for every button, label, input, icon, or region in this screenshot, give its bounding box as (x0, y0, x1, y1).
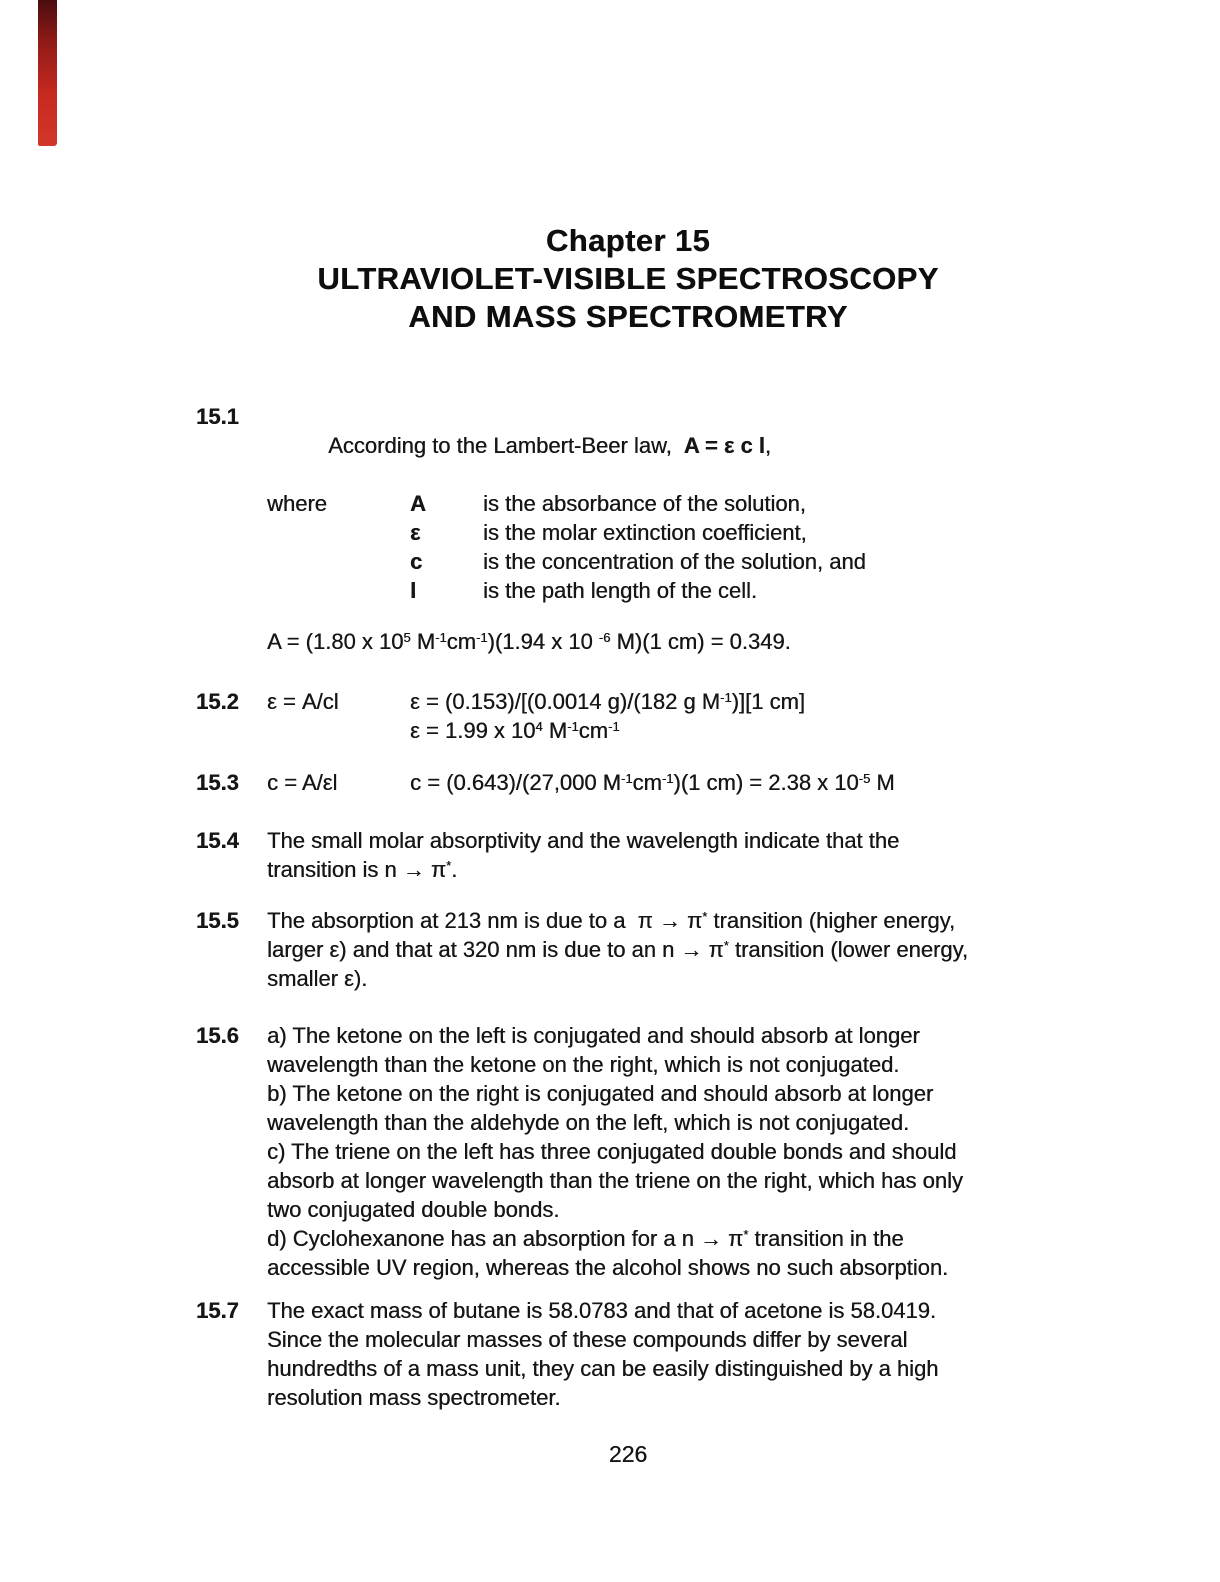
formula: ε = A/cl (267, 689, 339, 714)
problem-body (267, 687, 1060, 745)
problem-15-1 (196, 402, 1060, 656)
problem-body (267, 826, 1060, 884)
problem-number: 15.4 (196, 828, 239, 853)
solution-line: wavelength than the ketone on the right, which is not conjugated. (267, 1052, 900, 1077)
intro-text: According to the Lambert-Beer law, (328, 433, 672, 458)
symbol: l (410, 578, 417, 603)
solution-line: The exact mass of butane is 58.0783 and that of acetone is 58.0419. (267, 1298, 937, 1323)
chapter-title-line-2: AND MASS SPECTROMETRY (408, 299, 848, 334)
solution-line: a) The ketone on the left is conjugated and should absorb at longer (267, 1023, 920, 1048)
solution-line: The absorption at 213 nm is due to a π → π* transition (higher energy, (267, 908, 956, 933)
solution-line: wavelength than the aldehyde on the left, which is not conjugated. (267, 1110, 910, 1135)
problem-15-7 (196, 1296, 1060, 1412)
symbol: c (410, 549, 423, 574)
problem-number: 15.6 (196, 1023, 239, 1048)
symbol: ε (410, 520, 421, 545)
symbol-definitions (267, 489, 1060, 605)
absorbance-equation: A = (1.80 x $10^5$ $M^{-1}cm^{-1})(1.94$ x 10 $^{-6}$ M)(1 cm) = 0.349. (267, 629, 791, 654)
problem-number: 15.3 (196, 770, 239, 795)
concentration-equation: c = (0.643)/(27,000 $M^{-1}cm^{-1})(1$ cm) = 2.38 x $10^{-5}$ M (410, 770, 895, 795)
intro-suffix: , (764, 433, 772, 458)
symbol-definition: is the concentration of the solution, and (483, 549, 866, 574)
problem-number: 15.5 (196, 908, 239, 933)
chapter-title-line-1: ULTRAVIOLET-VISIBLE SPECTROSCOPY (317, 261, 939, 296)
solution-line: d) Cyclohexanone has an absorption for a n → π* transition in the (267, 1226, 904, 1251)
problem-15-4 (196, 826, 1060, 884)
solution-line: Since the molecular masses of these compounds differ by several (267, 1327, 908, 1352)
epsilon-equation-line-1: ε = (0.153)/[(0.0014 g)/(182 g $M^{-1})][1$ cm] (410, 689, 805, 714)
problem-15-5 (196, 906, 1060, 993)
problem-15-3 (196, 768, 1060, 797)
problem-15-2 (196, 687, 1060, 745)
solution-line: accessible UV region, whereas the alcohol shows no such absorption. (267, 1255, 949, 1280)
solution-line: b) The ketone on the right is conjugated and should absorb at longer (267, 1081, 934, 1106)
problem-number: 15.7 (196, 1298, 239, 1323)
chapter-title (196, 222, 1060, 336)
problem-number: 15.1 (196, 404, 239, 429)
chapter-label: Chapter 15 (545, 223, 711, 258)
solution-line: two conjugated double bonds. (267, 1197, 560, 1222)
problem-number: 15.2 (196, 689, 239, 714)
page-number: 226 (608, 1441, 648, 1467)
problem-body (267, 402, 1060, 656)
symbol: A (410, 491, 426, 516)
solution-line: transition is n → π*. (267, 857, 458, 882)
problem-15-6 (196, 1021, 1060, 1282)
epsilon-equation-line-2: ε = 1.99 x $10^4$ $M^{-1}cm^{-1}$ (410, 718, 620, 743)
symbol-definition: is the molar extinction coefficient, (483, 520, 807, 545)
solution-line: The small molar absorptivity and the wavelength indicate that the (267, 828, 900, 853)
problem-body (267, 906, 1060, 993)
problem-body (267, 768, 1060, 797)
where-label: where (267, 491, 327, 516)
formula: c = A/εl (267, 770, 338, 795)
solution-line: resolution mass spectrometer. (267, 1385, 561, 1410)
problem-body (267, 1021, 1060, 1282)
solution-line: smaller ε). (267, 966, 368, 991)
solution-line (267, 402, 1060, 489)
solution-line: absorb at longer wavelength than the triene on the right, which has only (267, 1168, 963, 1193)
symbol-definition: is the path length of the cell. (483, 578, 757, 603)
red-edge-mark (38, 0, 57, 146)
symbol-definition: is the absorbance of the solution, (483, 491, 806, 516)
solution-line: larger ε) and that at 320 nm is due to an n → π* transition (lower energy, (267, 937, 968, 962)
solution-line: c) The triene on the left has three conjugated double bonds and should (267, 1139, 957, 1164)
lambert-beer-formula: A = ε c l (683, 433, 765, 458)
problem-body (267, 1296, 1060, 1412)
solution-line: hundredths of a mass unit, they can be easily distinguished by a high (267, 1356, 939, 1381)
